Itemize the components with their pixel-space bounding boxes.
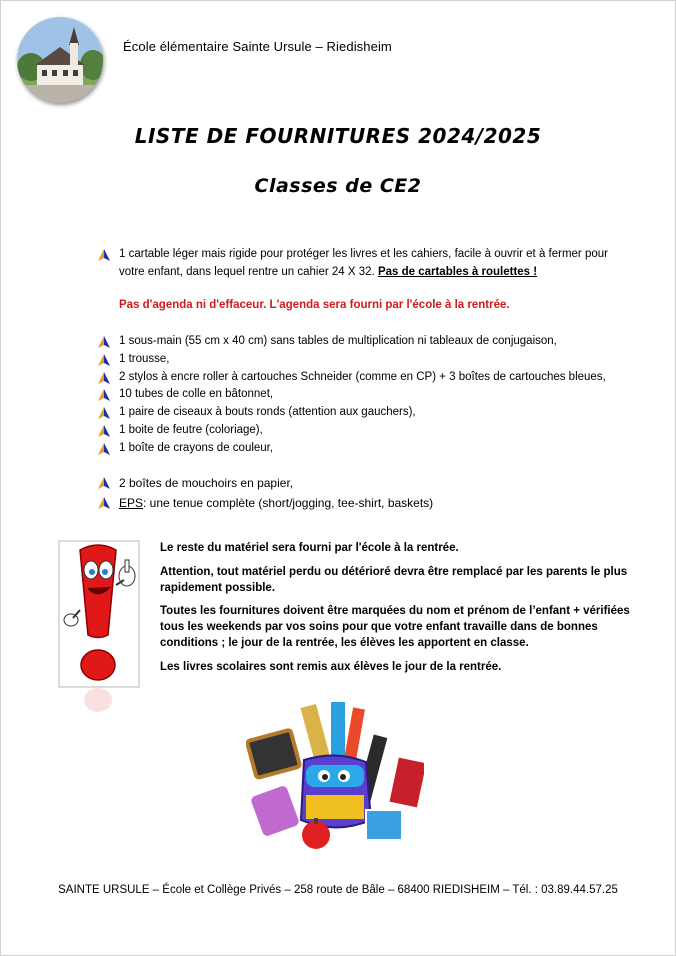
list-item <box>98 369 618 387</box>
item-text: 1 boîte de crayons de couleur, <box>119 441 274 454</box>
item-text: 1 paire de ciseaux à bouts ronds (attention aux gauchers), <box>119 406 416 419</box>
arrow-bullet-icon <box>98 372 110 384</box>
note-paragraph: Toutes les fournitures doivent être marquées du nom et prénom de l’enfant + vérifiées tous les weekends par vos soins pour que votre enfant travaille dans de bonnes conditions ; le jour de la rentrée, les élèves les apportent en classe. <box>160 605 630 649</box>
note-paragraph: Le reste du matériel sera fourni par l'école à la rentrée. <box>160 542 459 554</box>
page-subtitle: Classes de CE2 <box>254 175 422 197</box>
page-title: LISTE DE FOURNITURES 2024/2025 <box>134 124 542 148</box>
list-item <box>98 494 618 514</box>
eps-label: EPS <box>119 495 144 510</box>
list-item <box>98 246 618 282</box>
arrow-bullet-icon <box>98 407 110 419</box>
item-warning: Pas de cartables à roulettes ! <box>377 265 538 278</box>
list-item <box>98 404 618 422</box>
arrow-bullet-icon <box>98 336 110 348</box>
list-item <box>98 474 618 494</box>
school-supplies-illustration <box>246 700 424 858</box>
list-item <box>98 440 618 458</box>
arrow-bullet-icon <box>98 425 110 437</box>
note-paragraph: Attention, tout matériel perdu ou détérioré devra être remplacé par les parents le plus rapidement possible. <box>160 565 628 594</box>
supplies-list-main <box>98 333 618 458</box>
list-item <box>98 333 618 351</box>
arrow-bullet-icon <box>98 443 110 455</box>
item-text: 1 cartable léger mais rigide pour protéger les livres et les cahiers, facile à ouvrir et à fermer pour votre enfant, dans lequel rentre un cahier 24 X 32. <box>119 248 608 278</box>
list-item <box>98 422 618 440</box>
agenda-note: Pas d'agenda ni d'effaceur. L'agenda sera fourni par l'école à la rentrée. <box>119 299 510 311</box>
note-paragraph: Les livres scolaires sont remis aux élèves le jour de la rentrée. <box>160 660 502 673</box>
supplies-list-bag <box>98 246 618 282</box>
item-text: 1 trousse, <box>119 352 170 365</box>
supplies-list-other <box>98 474 618 513</box>
page-footer: SAINTE URSULE – École et Collège Privés – 258 route de Bâle – 68400 RIEDISHEIM – Tél. : 03.89.44.57.25 <box>58 884 618 896</box>
item-text: 2 boîtes de mouchoirs en papier, <box>119 476 294 490</box>
information-notes <box>160 541 630 684</box>
list-item <box>98 351 618 369</box>
arrow-bullet-icon <box>98 354 110 366</box>
arrow-bullet-icon <box>98 249 110 261</box>
school-name: École élémentaire Sainte Ursule – Riedisheim <box>123 39 392 54</box>
item-text: 2 stylos à encre roller à cartouches Schneider (comme en CP) + 3 boîtes de cartouches bleues, <box>119 370 606 383</box>
item-text: 10 tubes de colle en bâtonnet, <box>119 388 274 401</box>
school-logo <box>17 17 103 103</box>
list-item <box>98 386 618 404</box>
item-text: 1 boite de feutre (coloriage), <box>119 423 263 436</box>
item-text: 1 sous-main (55 cm x 40 cm) sans tables de multiplication ni tableaux de conjugaison, <box>119 335 557 347</box>
arrow-bullet-icon <box>98 477 110 489</box>
arrow-bullet-icon <box>98 389 110 401</box>
exclamation-mascot-icon <box>58 540 142 725</box>
arrow-bullet-icon <box>98 497 110 509</box>
eps-text: : une tenue complète (short/jogging, tee-shirt, baskets) <box>143 495 434 510</box>
